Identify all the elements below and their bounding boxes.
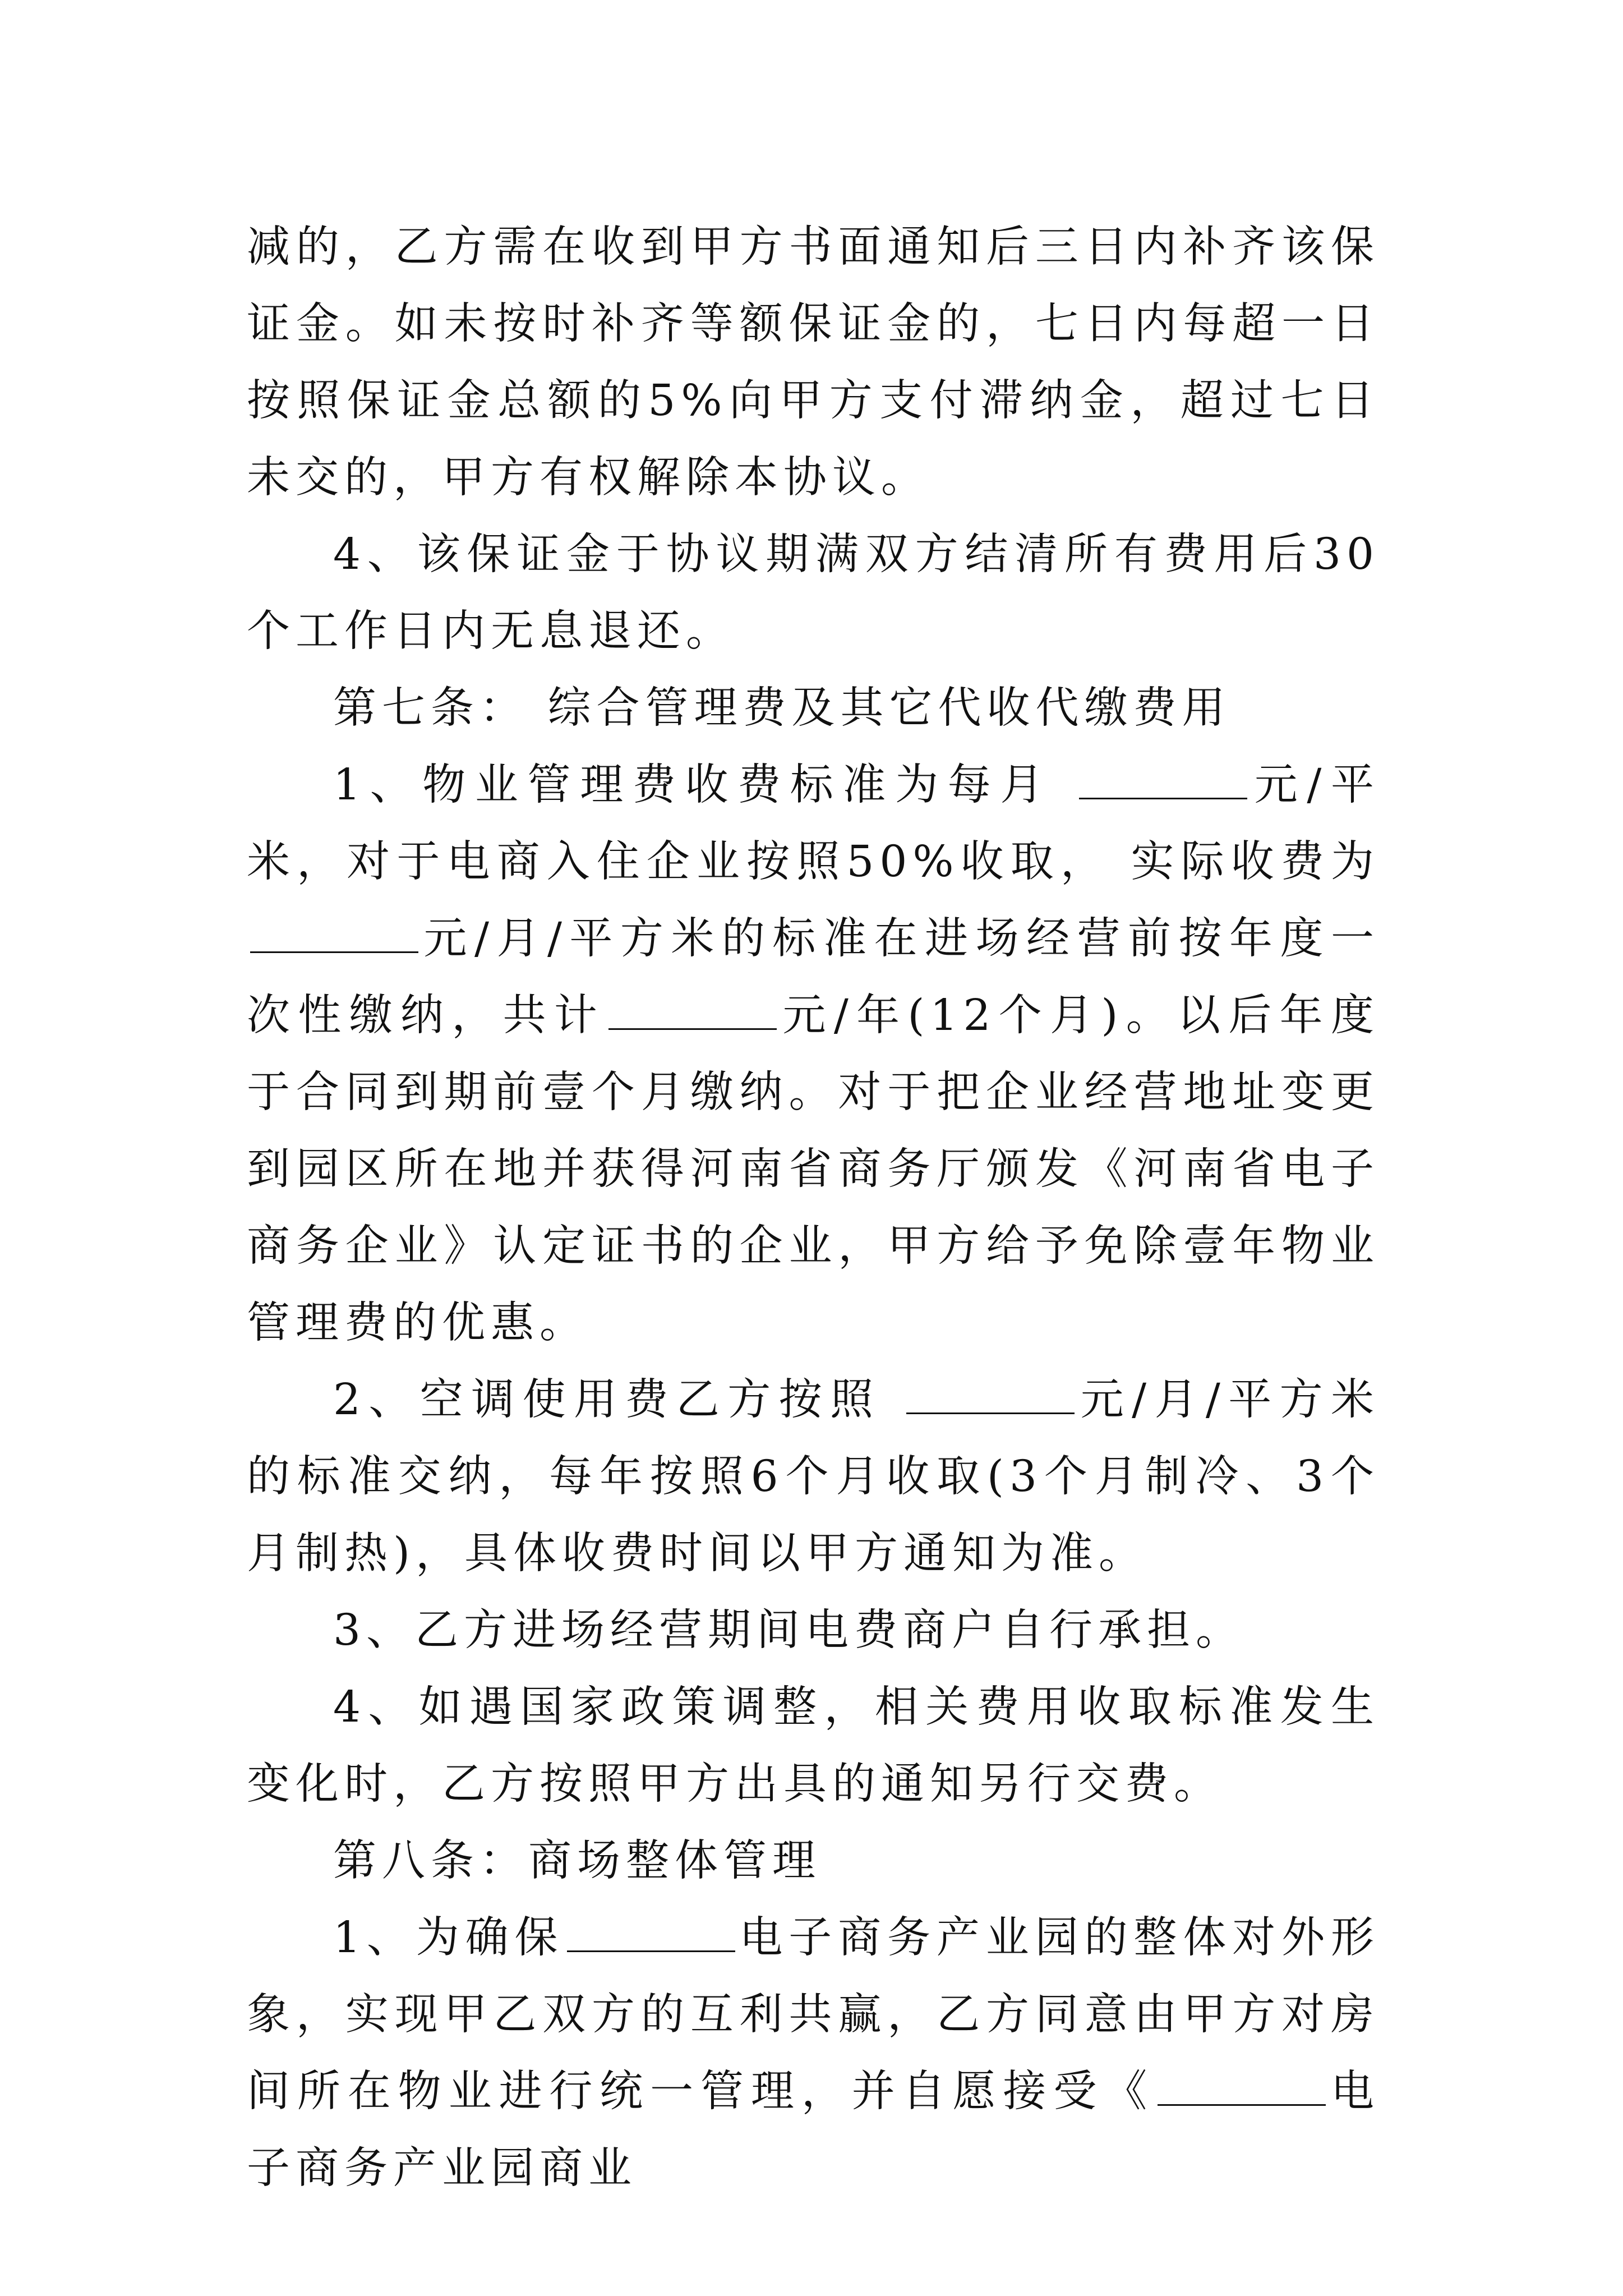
paragraph-unified-management <box>247 1899 1380 2207</box>
paragraph-text: 1、为确保 <box>333 1913 564 1963</box>
fill-blank <box>608 995 777 1030</box>
heading-text: 第八条：商场整体管理 <box>333 1836 821 1886</box>
paragraph-text: 1、物业管理费收费标准为每月 <box>333 760 1076 810</box>
fill-blank <box>567 1917 735 1952</box>
paragraph-text: 电子商务产业园的整体对外形象，实现甲乙双方的互利共赢，乙方同意由甲方对房间所在物业进行统一管理，并自愿接受《 <box>247 1913 1380 2116</box>
paragraph-text: 电子商务产业园商业 <box>247 2067 1380 2193</box>
document-body <box>247 209 1380 2207</box>
paragraph-ac-fee <box>247 1361 1380 1592</box>
paragraph-text: 元/平米，对于电商入住企业按照50%收取， 实际收费为 <box>247 760 1380 887</box>
fill-blank <box>1158 2070 1326 2106</box>
paragraph-text: 元/年(12个月)。以后年度于合同到期前壹个月缴纳。对于把企业经营地址变更到园区所在地并获得河南省商务厅颁发《河南省电子商务企业》认定证书的企业，甲方给予免除壹年物业管理费的优惠。 <box>247 991 1380 1348</box>
paragraph-text: 2、空调使用费乙方按照 <box>333 1375 903 1425</box>
paragraph-text: 减的，乙方需在收到甲方书面通知后三日内补齐该保证金。如未按时补齐等额保证金的，七日内每超一日按照保证金总额的5%向甲方支付滞纳金，超过七日未交的，甲方有权解除本协议。 <box>247 222 1380 503</box>
paragraph-electricity <box>247 1592 1380 1669</box>
paragraph-text: 元/月/平方米的标准在进场经营前按年度一次性缴纳，共计 <box>247 914 1380 1041</box>
article-7-heading <box>247 670 1380 747</box>
paragraph-text: 元/月/平方米的标准交纳，每年按照6个月收取(3个月制冷、3个月制热)，具体收费时间以甲方通知为准。 <box>247 1375 1380 1579</box>
paragraph-text: 3、乙方进场经营期间电费商户自行承担。 <box>333 1605 1244 1655</box>
paragraph-deposit-refund <box>247 516 1380 670</box>
paragraph-property-fee <box>247 747 1380 1361</box>
paragraph-policy-change <box>247 1669 1380 1823</box>
fill-blank <box>906 1379 1075 1414</box>
fill-blank <box>1079 764 1247 799</box>
fill-blank <box>250 918 418 953</box>
heading-text: 第七条： 综合管理费及其它代收代缴费用 <box>333 683 1231 733</box>
paragraph-deposit-replenish <box>247 209 1380 516</box>
article-8-heading <box>247 1823 1380 1899</box>
paragraph-text: 4、如遇国家政策调整，相关费用收取标准发生变化时，乙方按照甲方出具的通知另行交费。 <box>247 1682 1380 1809</box>
paragraph-text: 4、该保证金于协议期满双方结清所有费用后30个工作日内无息退还。 <box>247 530 1380 656</box>
